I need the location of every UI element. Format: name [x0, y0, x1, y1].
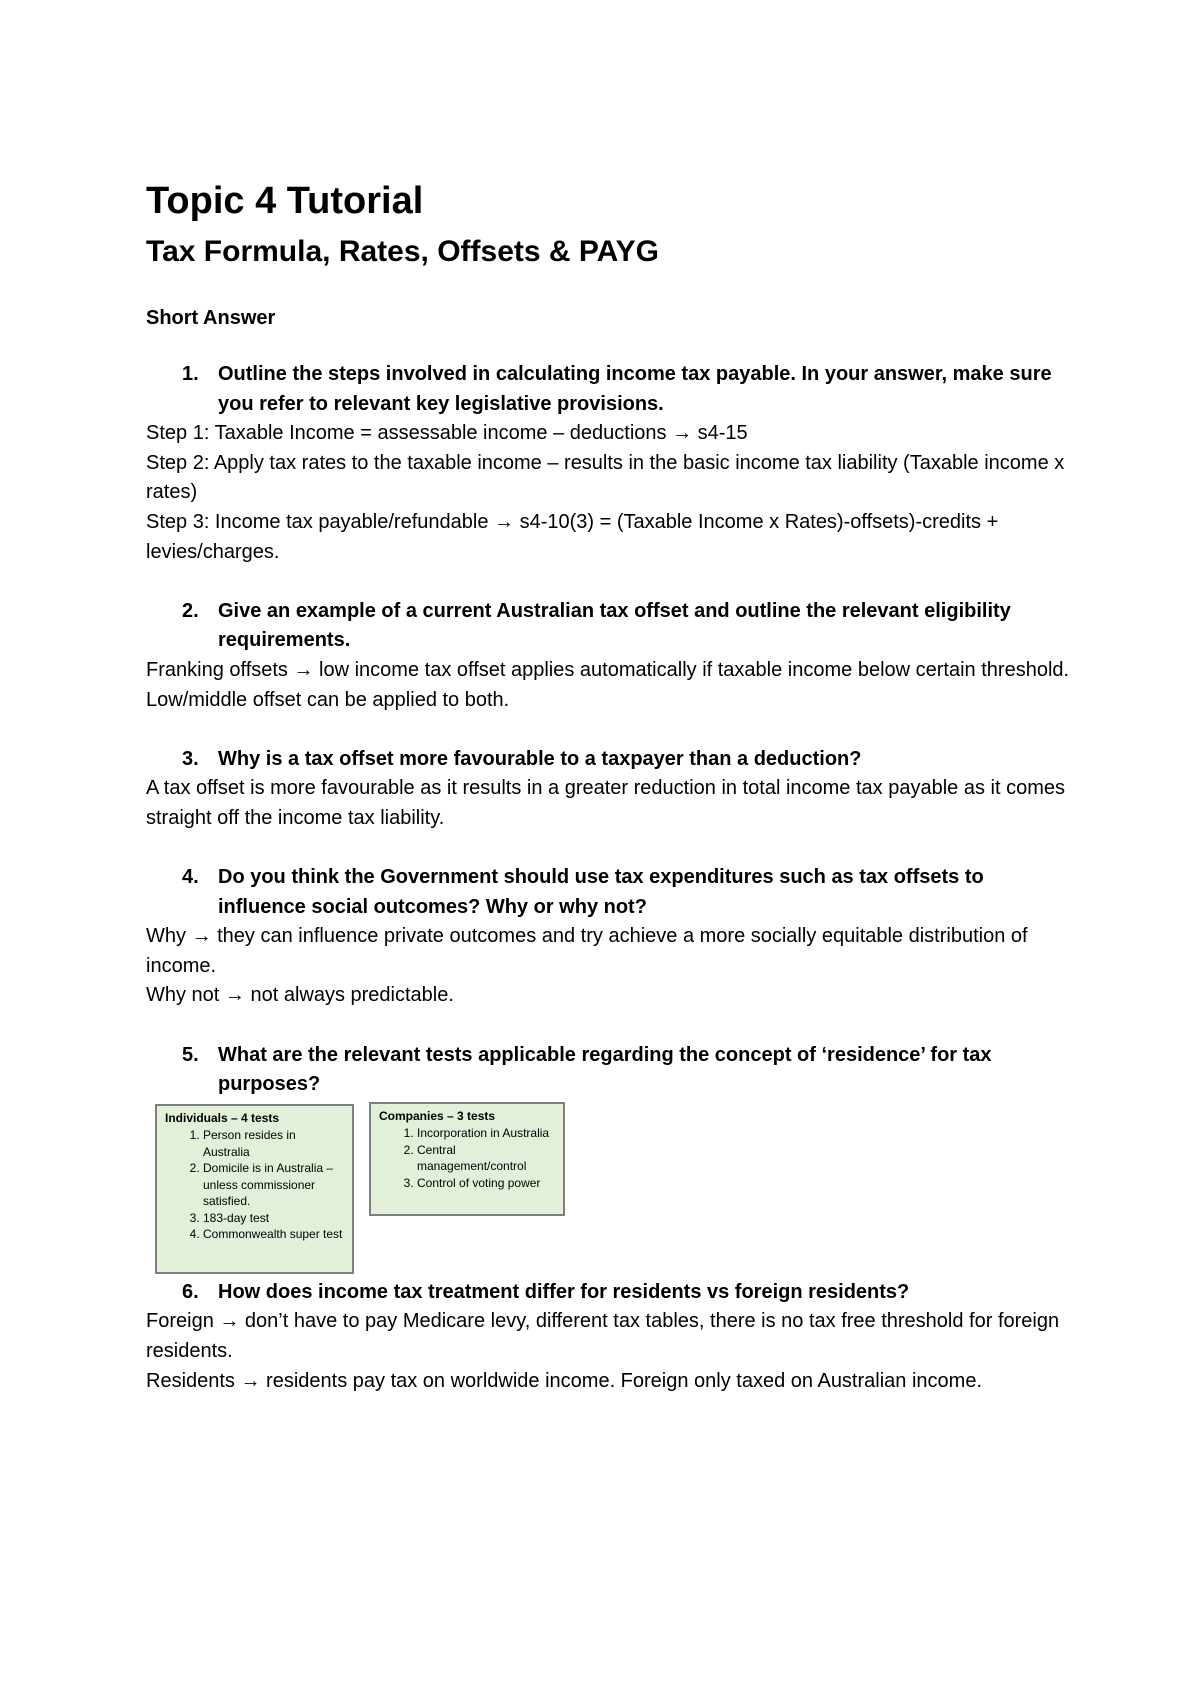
arrow-right-icon: → [224, 984, 245, 1007]
answer-text: they can influence private outcomes and try achieve a more socially equitable distribution of income. [146, 925, 1028, 977]
list-item: 3. 183-day test [203, 1210, 344, 1227]
arrow-right-icon: → [219, 1310, 240, 1333]
answer-line [146, 1367, 1076, 1397]
answer-text: not always predictable. [244, 984, 454, 1007]
question-2 [146, 597, 1076, 656]
list-item: 2. Central management/control [417, 1142, 555, 1175]
list-item: 2. Domicile is in Australia – unless commissioner satisfied. [203, 1160, 344, 1210]
answer-text: Why not [146, 984, 225, 1007]
question-text: Do you think the Government should use tax expenditures such as tax offsets to influence social outcomes? Why or why not? [218, 866, 984, 918]
answer-text: Foreign [146, 1310, 220, 1333]
questions-content [146, 360, 1076, 1396]
question-text: How does income tax treatment differ for residents vs foreign residents? [218, 1280, 910, 1303]
question-5 [146, 1041, 1076, 1100]
question-1 [146, 360, 1076, 419]
list-item: 1. Incorporation in Australia [417, 1125, 555, 1142]
question-4 [146, 863, 1076, 922]
question-text: What are the relevant tests applicable regarding the concept of ‘residence’ for tax purposes? [218, 1043, 992, 1096]
question-number: 5. [182, 1043, 199, 1066]
answer-line: Step 2: Apply tax rates to the taxable income – results in the basic income tax liability (Taxable income x rates) [146, 451, 1065, 504]
question-text: Why is a tax offset more favourable to a taxpayer than a deduction? [218, 747, 862, 770]
residence-tests-images [146, 1102, 1076, 1278]
answer-line [146, 1307, 1076, 1366]
answer-text: s4-10(3) = (Taxable Income x Rates)-offsets)-credits + levies/charges. [146, 510, 999, 563]
answer-text: don’t have to pay Medicare levy, different tax tables, there is no tax free threshold for foreign residents. [146, 1310, 1060, 1363]
question-6 [146, 1278, 1076, 1308]
list-item: 3. Control of voting power [417, 1175, 555, 1192]
answer-line: A tax offset is more favourable as it results in a greater reduction in total income tax payable as it comes straight off the income tax liability. [146, 777, 1065, 829]
box-title: Individuals – 4 tests [165, 1110, 280, 1125]
question-number: 1. [182, 363, 199, 385]
question-number: 4. [182, 866, 199, 889]
answer-text: Step 1: Taxable Income = assessable income – deductions [146, 422, 673, 445]
question-text: Give an example of a current Australian tax offset and outline the relevant eligibility requirements. [218, 599, 1011, 652]
answer-line [146, 656, 1076, 715]
answer-text: Residents [146, 1369, 241, 1392]
answer-line [146, 419, 1076, 449]
question-number: 2. [182, 599, 199, 622]
arrow-right-icon: → [191, 925, 212, 948]
arrow-right-icon: → [293, 658, 314, 681]
question-text: Outline the steps involved in calculating income tax payable. In your answer, make sure you refer to relevant key legislative provisions. [218, 363, 1052, 415]
document-subtitle: Tax Formula, Rates, Offsets & PAYG [146, 235, 659, 268]
arrow-right-icon: → [494, 510, 515, 533]
list-item: 1. Person resides in Australia [203, 1127, 344, 1160]
answer-text: s4-15 [692, 422, 748, 445]
question-number: 6. [182, 1280, 199, 1303]
question-number: 3. [182, 747, 199, 770]
question-3 [146, 745, 1076, 775]
arrow-right-icon: → [672, 422, 693, 445]
answer-text: Why [146, 925, 192, 948]
list-item: 4. Commonwealth super test [203, 1226, 344, 1243]
answer-text: Franking offsets [146, 658, 294, 681]
answer-line [146, 981, 1076, 1011]
section-heading: Short Answer [146, 307, 276, 329]
answer-text: residents pay tax on worldwide income. Foreign only taxed on Australian income. [260, 1369, 982, 1392]
answer-text: low income tax offset applies automatically if taxable income below certain threshold. Low/middle offset can be applied to both. [146, 658, 1070, 711]
arrow-right-icon: → [240, 1369, 261, 1392]
companies-tests-list [379, 1125, 555, 1191]
document-title: Topic 4 Tutorial [146, 180, 424, 222]
individuals-tests-list [165, 1127, 344, 1243]
companies-tests-box [369, 1102, 565, 1216]
box-title: Companies – 3 tests [379, 1108, 496, 1123]
individuals-tests-box [155, 1104, 354, 1274]
answer-text: Step 3: Income tax payable/refundable [146, 510, 495, 533]
answer-line [146, 508, 1076, 567]
answer-line [146, 922, 1076, 981]
